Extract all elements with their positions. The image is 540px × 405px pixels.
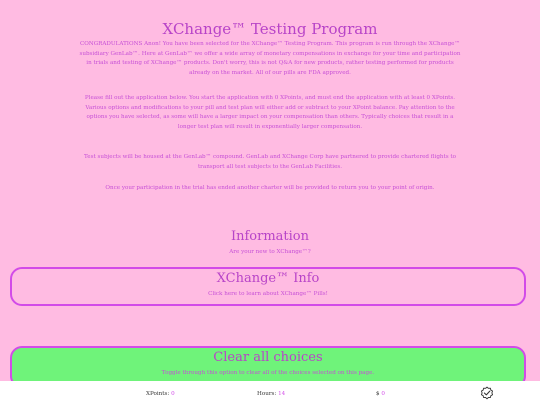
clear-card-subtitle: Toggle through this option to clear all of the choices selected on this page. [161,370,375,376]
status-bar [0,381,540,405]
hours-label: Hours: [257,391,277,397]
clear-card-title: Clear all choices [213,350,323,365]
housing-paragraph: Test subjects will be housed at the GenLab™ compound. GenLab and XChange Corp have partnered to provide chartered flights to transport all test subjects to the GenLab Facilities. [83,154,457,170]
instructions-paragraph: Please fill out the application below. You start the application with 0 XPoints, and must end the application with at least 0 XPoints. Various options and modifications to your pill and test plan will either add or subtract to your XPoint balance. Pay attention to the options you have selected, as some will have a larger impact on your compensation than others. Typically choices that result in a longer test plan will result in exponentially larger compensation. [84,95,456,130]
return-paragraph: Once your participation in the trial has ended another charter will be provided to return you to your point of origin. [105,185,435,191]
info-card-title: XChange™ Info [216,271,320,286]
page-title: XChange™ Testing Program [162,20,378,38]
xpoints-stat [146,391,175,397]
info-card-subtitle: Click here to learn about XChange™ Pills! [208,291,328,297]
hours-stat [257,391,285,397]
money-label: $ [376,391,380,397]
hours-value: 14 [278,391,286,397]
xpoints-value: 0 [171,391,175,397]
money-stat [376,391,385,397]
xpoints-label: XPoints: [146,391,170,397]
information-heading: Information [230,229,310,244]
information-subtitle: Are your new to XChange™? [229,249,311,255]
money-value: 0 [381,391,385,397]
intro-paragraph: CONGRADULATIONS Anon! You have been selected for the XChange™ Testing Program. This program is run through the XChange™ subsidiary GenLab™. Here at GenLab™ we offer a wide array of monetary compensations in exchange for your time and participation in trials and testing of XChange™ products. Don't worry, this is not Q&A for new products, rather testing performed for products already on the market. All of our pills are FDA approved. [79,41,461,76]
xchange-info-card[interactable] [10,267,526,306]
checkmark-badge-icon[interactable] [480,386,494,400]
